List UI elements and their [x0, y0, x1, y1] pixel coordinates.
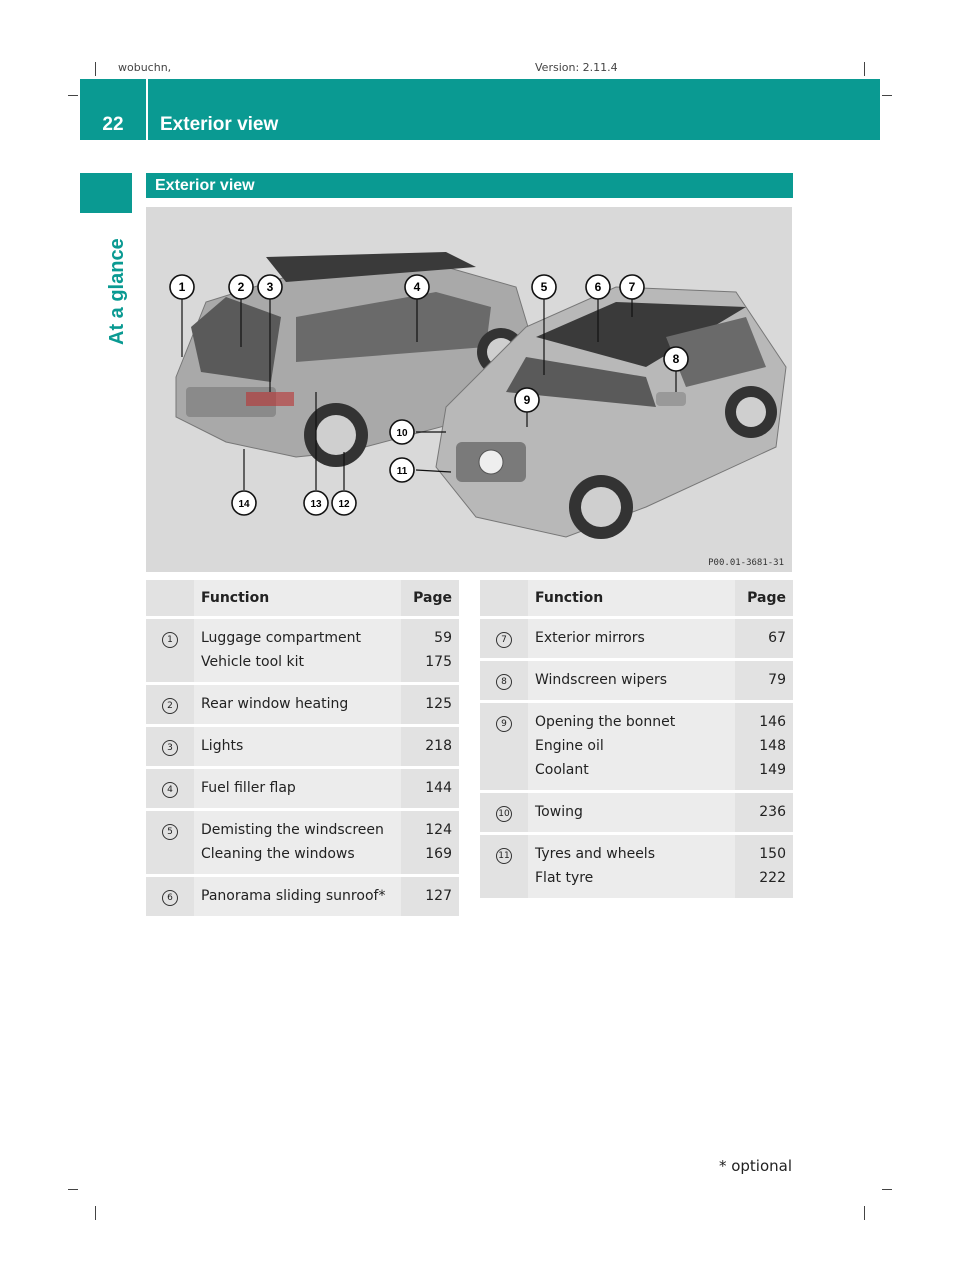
callout-10: 10	[396, 428, 408, 439]
page-cell	[735, 619, 793, 661]
table-row	[480, 619, 793, 661]
function-cell	[528, 703, 735, 793]
function-cell	[528, 793, 735, 835]
row-marker: 6	[162, 890, 178, 906]
function-label: Windscreen wipers	[535, 672, 668, 688]
page-number: 22	[102, 114, 124, 135]
crop-mark	[95, 62, 96, 76]
table-row	[480, 793, 793, 835]
callout-14: 14	[238, 499, 250, 510]
row-marker-cell	[146, 727, 194, 769]
row-marker: 10	[496, 806, 512, 822]
callout-2: 2	[237, 280, 245, 294]
callout-4: 4	[413, 280, 421, 294]
page-cell	[401, 727, 459, 769]
table-row	[146, 811, 459, 877]
row-marker-cell	[146, 769, 194, 811]
row-marker-cell	[480, 619, 528, 661]
row-marker-cell	[146, 811, 194, 877]
function-cell	[194, 619, 401, 685]
crop-mark	[882, 95, 892, 96]
row-marker: 11	[496, 848, 512, 864]
function-cell	[528, 661, 735, 703]
print-meta-right: Version: 2.11.4	[535, 61, 618, 74]
figure-code: P00.01-3681-31	[708, 558, 784, 568]
print-meta-left: wobuchn,	[118, 61, 172, 74]
row-marker-cell	[480, 661, 528, 703]
function-label: Fuel filler flap	[201, 780, 296, 796]
callout-9: 9	[523, 393, 531, 407]
page-reference[interactable]: 125	[425, 696, 452, 712]
crop-mark	[68, 95, 78, 96]
row-marker: 7	[496, 632, 512, 648]
column-header-page: Page	[401, 580, 459, 619]
table-header-row	[480, 580, 793, 619]
table-row	[146, 877, 459, 919]
footnote-optional: * optional	[718, 1157, 792, 1175]
callout-11: 11	[396, 466, 408, 477]
function-cell	[194, 727, 401, 769]
row-marker: 9	[496, 716, 512, 732]
function-label: Exterior mirrors	[535, 630, 645, 646]
crop-mark	[864, 1206, 865, 1220]
function-label: Towing	[535, 804, 583, 820]
function-label: Coolant	[535, 762, 589, 778]
function-table-left	[146, 580, 459, 919]
function-label: Demisting the windscreen	[201, 822, 384, 838]
function-label: Vehicle tool kit	[201, 654, 304, 670]
page-cell	[735, 793, 793, 835]
row-marker: 4	[162, 782, 178, 798]
page-reference[interactable]: 149	[759, 762, 786, 778]
row-marker: 1	[162, 632, 178, 648]
table-header-row	[146, 580, 459, 619]
row-marker: 5	[162, 824, 178, 840]
crop-mark	[68, 1189, 78, 1190]
table-row	[146, 685, 459, 727]
callout-1: 1	[178, 280, 186, 294]
function-cell	[194, 877, 401, 919]
function-label: Lights	[201, 738, 244, 754]
row-marker-cell	[146, 685, 194, 727]
function-cell	[194, 685, 401, 727]
section-title: Exterior view	[146, 173, 793, 198]
page-title: Exterior view	[160, 114, 279, 135]
page-cell	[401, 769, 459, 811]
function-label: Luggage compartment	[201, 630, 361, 646]
column-header-number	[146, 580, 194, 619]
crop-mark	[864, 62, 865, 76]
row-marker: 2	[162, 698, 178, 714]
crop-mark	[882, 1189, 892, 1190]
table-row	[480, 703, 793, 793]
table-row	[146, 769, 459, 811]
page-reference[interactable]: 144	[425, 780, 452, 796]
callout-5: 5	[540, 280, 548, 294]
function-label: Tyres and wheels	[535, 846, 655, 862]
page-reference[interactable]: 124	[425, 822, 452, 838]
row-marker: 8	[496, 674, 512, 690]
header-divider	[146, 79, 148, 140]
callout-6: 6	[594, 280, 602, 294]
column-header-function: Function	[194, 580, 401, 619]
page-header	[80, 79, 880, 140]
page-cell	[735, 835, 793, 901]
vehicle-illustration	[146, 207, 792, 572]
side-tab-label: At a glance	[106, 238, 128, 345]
function-cell	[194, 811, 401, 877]
column-header-number	[480, 580, 528, 619]
page-reference[interactable]: 67	[768, 630, 786, 646]
function-cell	[528, 835, 735, 901]
table-row	[146, 619, 459, 685]
page-reference[interactable]: 59	[434, 630, 452, 646]
page-reference[interactable]: 150	[759, 846, 786, 862]
row-marker-cell	[480, 793, 528, 835]
function-label: Rear window heating	[201, 696, 349, 712]
page-reference[interactable]: 175	[425, 654, 452, 670]
function-label: Cleaning the windows	[201, 846, 355, 862]
column-header-page: Page	[735, 580, 793, 619]
row-marker-cell	[146, 619, 194, 685]
page-reference[interactable]: 146	[759, 714, 786, 730]
callout-7: 7	[628, 280, 636, 294]
table-row	[146, 727, 459, 769]
table-row	[480, 661, 793, 703]
page-reference[interactable]: 148	[759, 738, 786, 754]
function-cell	[194, 769, 401, 811]
page-reference[interactable]: 127	[425, 888, 452, 904]
side-tab-marker	[80, 173, 132, 213]
callout-12: 12	[338, 499, 350, 510]
callout-13: 13	[310, 499, 322, 510]
function-table-right	[480, 580, 793, 901]
function-cell	[528, 619, 735, 661]
column-header-function: Function	[528, 580, 735, 619]
page-cell	[735, 661, 793, 703]
page-cell	[735, 703, 793, 793]
crop-mark	[95, 1206, 96, 1220]
function-label: Engine oil	[535, 738, 604, 754]
row-marker: 3	[162, 740, 178, 756]
callout-3: 3	[266, 280, 274, 294]
row-marker-cell	[480, 703, 528, 793]
page-reference[interactable]: 79	[768, 672, 786, 688]
page-cell	[401, 619, 459, 685]
page-cell	[401, 877, 459, 919]
function-label: Panorama sliding sunroof*	[201, 888, 386, 904]
callout-markers	[146, 207, 792, 572]
callout-8: 8	[672, 352, 680, 366]
row-marker-cell	[480, 835, 528, 901]
table-row	[480, 835, 793, 901]
page-reference[interactable]: 169	[425, 846, 452, 862]
page-reference[interactable]: 236	[759, 804, 786, 820]
function-label: Flat tyre	[535, 870, 594, 886]
function-label: Opening the bonnet	[535, 714, 676, 730]
page-reference[interactable]: 218	[425, 738, 452, 754]
page-cell	[401, 685, 459, 727]
page-cell	[401, 811, 459, 877]
page-reference[interactable]: 222	[759, 870, 786, 886]
row-marker-cell	[146, 877, 194, 919]
